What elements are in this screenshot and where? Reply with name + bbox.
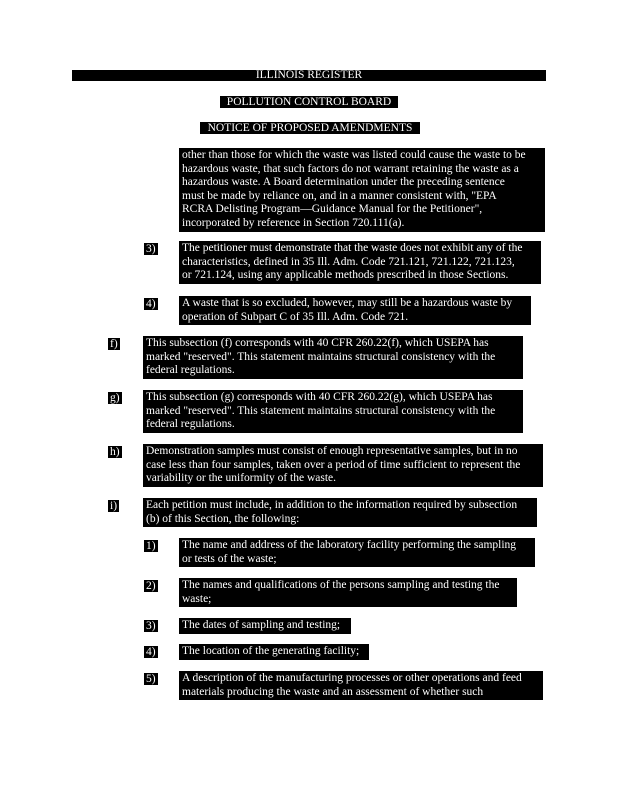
item-i2-paragraph <box>179 578 517 607</box>
paragraph-line: marked "reserved". This statement maintains structural consistency with the <box>146 350 496 363</box>
board-title: POLLUTION CONTROL BOARD <box>220 96 398 108</box>
subsection-g-label: g) <box>110 392 120 404</box>
subsection-h-paragraph <box>143 444 543 487</box>
subsection-h-label: h) <box>110 446 120 458</box>
paragraph-line: characteristics, defined in 35 Ill. Adm. Code 721.121, 721.122, 721.123, <box>182 255 515 268</box>
item-i3-paragraph <box>179 618 351 634</box>
item-i3-label: 3) <box>146 620 156 632</box>
item-3-label: 3) <box>146 243 156 255</box>
subsection-i-label: i) <box>110 500 118 512</box>
paragraph-line: incorporated by reference in Section 720.111(a). <box>182 216 405 229</box>
paragraph-line: This subsection (g) corresponds with 40 CFR 260.22(g), which USEPA has <box>146 391 493 403</box>
paragraph-line: materials producing the waste and an assessment of whether such <box>182 685 484 698</box>
subsection-i-paragraph <box>143 498 537 527</box>
item-i1-paragraph <box>179 538 535 567</box>
paragraph-line: (b) of this Section, the following: <box>146 512 300 525</box>
item-i4-label: 4) <box>146 646 156 658</box>
subsection-f-paragraph <box>143 336 523 379</box>
register-header: ILLINOIS REGISTER <box>72 70 546 81</box>
paragraph-line: The name and address of the laboratory facility performing the sampling <box>182 539 517 551</box>
subsection-g-paragraph <box>143 390 523 433</box>
paragraph-line: case less than four samples, taken over a period of time sufficient to represent the <box>146 458 521 471</box>
paragraph-line: The names and qualifications of the persons sampling and testing the <box>182 579 500 591</box>
notice-title: NOTICE OF PROPOSED AMENDMENTS <box>200 122 420 134</box>
paragraph-line: The petitioner must demonstrate that the waste does not exhibit any of the <box>182 242 523 254</box>
item-4-label: 4) <box>146 298 156 310</box>
item-i5-paragraph <box>179 671 543 700</box>
paragraph-line: RCRA Delisting Program—Guidance Manual for the Petitioner", <box>182 203 483 216</box>
paragraph-line: variability or the uniformity of the waste. <box>146 472 337 485</box>
paragraph-line: A waste that is so excluded, however, may still be a hazardous waste by <box>182 297 513 309</box>
paragraph-line: waste; <box>182 592 212 605</box>
paragraph-line: A description of the manufacturing processes or other operations and feed <box>182 672 522 684</box>
paragraph-line: The dates of sampling and testing; <box>182 619 341 631</box>
paragraph-line: The location of the generating facility; <box>182 645 360 657</box>
paragraph-line: operation of Subpart C of 35 Ill. Adm. Code 721. <box>182 310 409 323</box>
item-i2-label: 2) <box>146 580 156 592</box>
paragraph-line: federal regulations. <box>146 364 235 377</box>
item-3-paragraph <box>179 241 541 284</box>
item-4-paragraph <box>179 296 531 325</box>
item-i4-paragraph <box>179 644 369 660</box>
paragraph-line: other than those for which the waste was listed could cause the waste to be <box>182 149 526 161</box>
item-i1-label: 1) <box>146 540 156 552</box>
paragraph-line: federal regulations. <box>146 418 235 431</box>
paragraph-line: hazardous waste, that such factors do not warrant retaining the waste as a <box>182 162 519 175</box>
paragraph-line: Each petition must include, in addition to the information required by subsection <box>146 499 518 511</box>
continuation-paragraph <box>179 148 545 232</box>
paragraph-line: must be made by reliance on, and in a manner consistent with, "EPA <box>182 189 497 202</box>
paragraph-line: hazardous waste. A Board determination under the preceding sentence <box>182 176 505 189</box>
paragraph-line: Demonstration samples must consist of enough representative samples, but in no <box>146 445 518 457</box>
paragraph-line: marked "reserved". This statement maintains structural consistency with the <box>146 404 496 417</box>
paragraph-line: or 721.124, using any applicable methods prescribed in those Sections. <box>182 269 509 282</box>
item-i5-label: 5) <box>146 673 156 685</box>
subsection-f-label: f) <box>110 338 118 350</box>
paragraph-line: This subsection (f) corresponds with 40 CFR 260.22(f), which USEPA has <box>146 337 489 349</box>
paragraph-line: or tests of the waste; <box>182 552 277 565</box>
